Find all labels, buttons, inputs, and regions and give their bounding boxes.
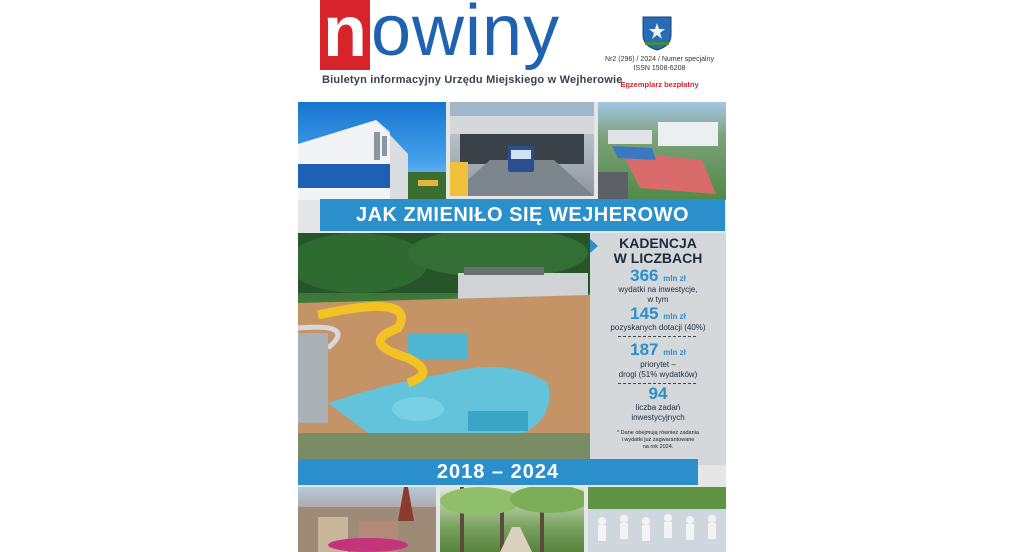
stat-unit: mln zł — [663, 274, 686, 283]
stat-value — [590, 385, 726, 403]
stat-description: priorytet – — [640, 360, 676, 369]
tunnel-illustration — [450, 102, 594, 196]
photo-school-sportsfield — [598, 102, 726, 200]
photo-park-alley — [440, 487, 584, 552]
photo-tunnel-bus — [450, 102, 594, 196]
stat-unit: mln zł — [663, 348, 686, 357]
stats-heading-line2: W LICZBACH — [613, 250, 703, 266]
school-illustration — [598, 102, 726, 200]
stat-description: liczba zadań — [635, 403, 681, 412]
stats-footnote: i wydatki już zagwarantowane — [621, 437, 695, 443]
logo-initial: n — [320, 0, 370, 70]
photo-aquapark — [298, 233, 590, 465]
stats-footnote: * Dane obejmują również zadania — [617, 430, 699, 436]
stats-divider — [618, 336, 696, 337]
stat-description: drogi (51% wydatków) — [618, 370, 698, 379]
stat-value-number: 145 — [630, 304, 659, 323]
issn: ISSN 1508-6208 — [633, 65, 686, 72]
stat-value-number: 366 — [630, 266, 659, 285]
cover-headline: JAK ZMIENIŁO SIĘ WEJHEROWO — [355, 204, 690, 226]
aquapark-illustration — [298, 233, 590, 465]
stat-value-number: 94 — [648, 384, 668, 403]
city-crest-icon — [641, 15, 673, 51]
photo-community-run — [588, 487, 726, 552]
issue-number: Nr2 (296) / 2024 / Numer specjalny — [605, 56, 714, 63]
magazine-cover — [298, 102, 726, 552]
stats-heading-line1: KADENCJA — [619, 235, 697, 251]
stat-unit: mln zł — [663, 312, 686, 321]
stat-description: pozyskanych dotacji (40%) — [610, 323, 706, 332]
town-illustration — [298, 487, 436, 552]
stat-description: inwestycyjnych — [631, 413, 685, 422]
sports-hall-illustration — [298, 102, 446, 200]
stat-value-number: 187 — [630, 340, 659, 359]
free-copy-label: Egzemplarz bezpłatny — [620, 80, 699, 89]
issue-info — [602, 55, 717, 73]
cover-years: 2018 – 2024 — [436, 461, 560, 483]
masthead-subtitle: Biuletyn informacyjny Urzędu Miejskiego w Wejherowie — [322, 74, 623, 86]
stats-footnote: na rok 2024. — [642, 444, 674, 450]
park-illustration — [440, 487, 584, 552]
photo-sports-hall — [298, 102, 446, 200]
runners-illustration — [588, 487, 726, 552]
stat-value — [590, 341, 726, 362]
logo-wordmark: owiny — [371, 0, 561, 71]
stat-description: w tym — [647, 295, 669, 304]
photo-town-square — [298, 487, 436, 552]
stat-description: wydatki na inwestycje, — [618, 285, 698, 294]
